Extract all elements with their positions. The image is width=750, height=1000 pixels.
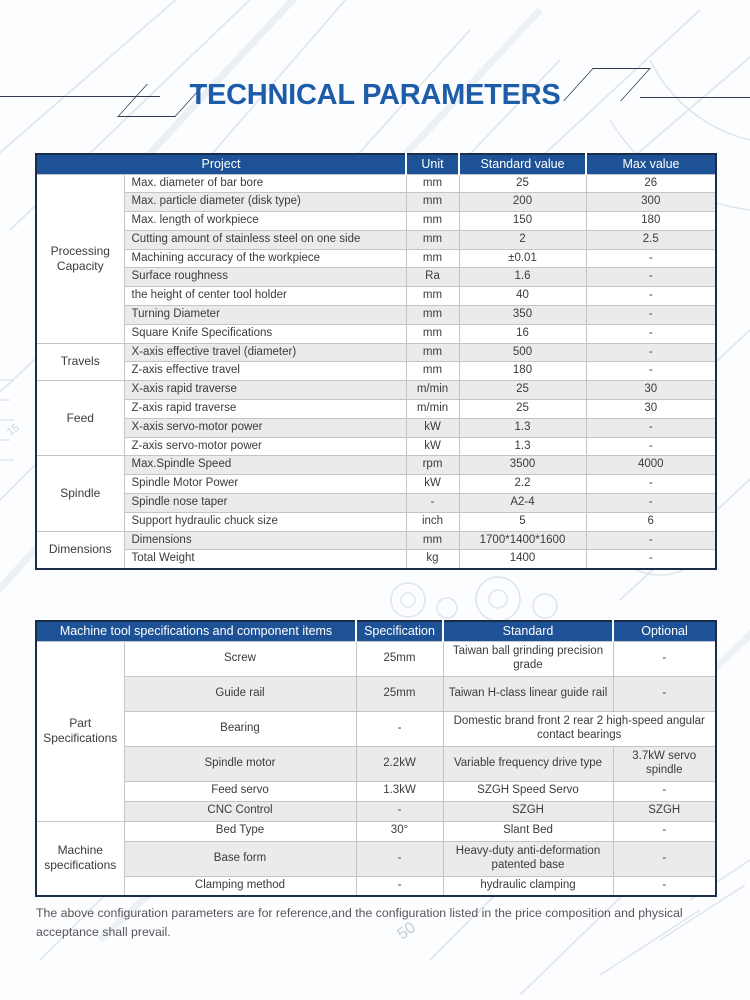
cell-project: Square Knife Specifications bbox=[124, 324, 406, 343]
cell-optional: - bbox=[613, 841, 716, 876]
cell-specification: - bbox=[356, 801, 443, 821]
table-row bbox=[36, 306, 716, 325]
cell-standard: 350 bbox=[459, 306, 586, 325]
cell-max: 180 bbox=[586, 212, 716, 231]
cell-unit: mm bbox=[406, 324, 459, 343]
cell-item: Feed servo bbox=[124, 781, 356, 801]
title-band bbox=[0, 0, 750, 140]
table-row bbox=[36, 249, 716, 268]
cell-standard: 500 bbox=[459, 343, 586, 362]
cell-standard: 1.3 bbox=[459, 418, 586, 437]
cell-standard: Slant Bed bbox=[443, 821, 613, 841]
cell-unit: kg bbox=[406, 550, 459, 569]
cell-standard: 2 bbox=[459, 230, 586, 249]
cell-unit: mm bbox=[406, 306, 459, 325]
cell-standard: hydraulic clamping bbox=[443, 876, 613, 896]
cell-standard: 5 bbox=[459, 512, 586, 531]
cell-specification: - bbox=[356, 841, 443, 876]
cell-item: CNC Control bbox=[124, 801, 356, 821]
table-row bbox=[36, 212, 716, 231]
table-row bbox=[36, 841, 716, 876]
cell-specification: 30° bbox=[356, 821, 443, 841]
cell-unit: kW bbox=[406, 475, 459, 494]
cell-standard: 1400 bbox=[459, 550, 586, 569]
cell-unit: inch bbox=[406, 512, 459, 531]
cell-standard: Taiwan ball grinding precision grade bbox=[443, 641, 613, 676]
cell-max: - bbox=[586, 531, 716, 550]
group-label-part-specifications: Part Specifications bbox=[36, 641, 124, 821]
header-specification: Specification bbox=[356, 621, 443, 641]
cell-project: Dimensions bbox=[124, 531, 406, 550]
cell-item: Screw bbox=[124, 641, 356, 676]
group-label-processing-capacity: Processing Capacity bbox=[36, 174, 124, 343]
cell-specification: - bbox=[356, 711, 443, 746]
cell-optional: - bbox=[613, 876, 716, 896]
cell-optional: - bbox=[613, 781, 716, 801]
cell-project: the height of center tool holder bbox=[124, 287, 406, 306]
table-header-row bbox=[36, 621, 716, 641]
cell-unit: mm bbox=[406, 212, 459, 231]
cell-item: Base form bbox=[124, 841, 356, 876]
header-unit: Unit bbox=[406, 154, 459, 174]
cell-specification: - bbox=[356, 876, 443, 896]
table-row bbox=[36, 512, 716, 531]
cell-unit: mm bbox=[406, 287, 459, 306]
header-project: Project bbox=[36, 154, 406, 174]
table-row bbox=[36, 230, 716, 249]
cell-standard: 25 bbox=[459, 174, 586, 193]
cell-max: 4000 bbox=[586, 456, 716, 475]
table-row bbox=[36, 193, 716, 212]
table-row bbox=[36, 494, 716, 513]
cell-max: - bbox=[586, 437, 716, 456]
cell-standard: 150 bbox=[459, 212, 586, 231]
cell-max: 30 bbox=[586, 400, 716, 419]
cell-standard-spanning: Domestic brand front 2 rear 2 high-speed angular contact bearings bbox=[443, 711, 716, 746]
cell-specification: 2.2kW bbox=[356, 746, 443, 781]
cell-unit: mm bbox=[406, 249, 459, 268]
cell-project: Total Weight bbox=[124, 550, 406, 569]
table-row bbox=[36, 711, 716, 746]
cell-standard: 40 bbox=[459, 287, 586, 306]
cell-standard: 180 bbox=[459, 362, 586, 381]
cell-max: - bbox=[586, 249, 716, 268]
cell-standard: SZGH Speed Servo bbox=[443, 781, 613, 801]
cell-optional: - bbox=[613, 641, 716, 676]
table-row bbox=[36, 801, 716, 821]
cell-max: - bbox=[586, 550, 716, 569]
table-row bbox=[36, 456, 716, 475]
cell-item: Guide rail bbox=[124, 676, 356, 711]
cell-project: X-axis servo-motor power bbox=[124, 418, 406, 437]
cell-project: Machining accuracy of the workpiece bbox=[124, 249, 406, 268]
cell-project: Z-axis rapid traverse bbox=[124, 400, 406, 419]
cell-standard: 16 bbox=[459, 324, 586, 343]
table-row bbox=[36, 437, 716, 456]
group-label-travels: Travels bbox=[36, 343, 124, 381]
cell-item: Bearing bbox=[124, 711, 356, 746]
table-row bbox=[36, 475, 716, 494]
header-standard-value: Standard value bbox=[459, 154, 586, 174]
table-row bbox=[36, 174, 716, 193]
cell-project: Max. diameter of bar bore bbox=[124, 174, 406, 193]
cell-standard: 1700*1400*1600 bbox=[459, 531, 586, 550]
sketch-numeral-50: 50 bbox=[394, 919, 419, 944]
cell-standard: 200 bbox=[459, 193, 586, 212]
cell-max: 30 bbox=[586, 381, 716, 400]
cell-unit: - bbox=[406, 494, 459, 513]
cell-standard: A2-4 bbox=[459, 494, 586, 513]
cell-optional: - bbox=[613, 676, 716, 711]
cell-unit: mm bbox=[406, 230, 459, 249]
cell-item: Bed Type bbox=[124, 821, 356, 841]
table-row bbox=[36, 781, 716, 801]
cell-project: Support hydraulic chuck size bbox=[124, 512, 406, 531]
cell-max: - bbox=[586, 418, 716, 437]
cell-project: Max. length of workpiece bbox=[124, 212, 406, 231]
cell-max: - bbox=[586, 475, 716, 494]
cell-max: - bbox=[586, 343, 716, 362]
cell-unit: m/min bbox=[406, 381, 459, 400]
group-label-dimensions: Dimensions bbox=[36, 531, 124, 569]
cell-unit: rpm bbox=[406, 456, 459, 475]
sketch-numeral-15: 15 bbox=[4, 421, 22, 439]
cell-project: Turning Diameter bbox=[124, 306, 406, 325]
cell-specification: 25mm bbox=[356, 676, 443, 711]
cell-standard: 2.2 bbox=[459, 475, 586, 494]
cell-standard: Heavy-duty anti-deformation patented base bbox=[443, 841, 613, 876]
header-standard: Standard bbox=[443, 621, 613, 641]
page-title: TECHNICAL PARAMETERS bbox=[189, 79, 561, 111]
cell-unit: mm bbox=[406, 343, 459, 362]
table-row bbox=[36, 268, 716, 287]
cell-project: Max.Spindle Speed bbox=[124, 456, 406, 475]
cell-max: 6 bbox=[586, 512, 716, 531]
cell-optional: 3.7kW servo spindle bbox=[613, 746, 716, 781]
cell-unit: kW bbox=[406, 437, 459, 456]
cell-standard: Taiwan H-class linear guide rail bbox=[443, 676, 613, 711]
cell-project: Max. particle diameter (disk type) bbox=[124, 193, 406, 212]
cell-specification: 1.3kW bbox=[356, 781, 443, 801]
table-row bbox=[36, 676, 716, 711]
table-header-row bbox=[36, 154, 716, 174]
cell-standard: 1.6 bbox=[459, 268, 586, 287]
cell-standard: SZGH bbox=[443, 801, 613, 821]
table-row bbox=[36, 381, 716, 400]
table-row bbox=[36, 418, 716, 437]
cell-unit: mm bbox=[406, 193, 459, 212]
cell-max: - bbox=[586, 287, 716, 306]
cell-max: 2.5 bbox=[586, 230, 716, 249]
cell-standard: 3500 bbox=[459, 456, 586, 475]
cell-max: - bbox=[586, 306, 716, 325]
cell-specification: 25mm bbox=[356, 641, 443, 676]
header-optional: Optional bbox=[613, 621, 716, 641]
cell-max: - bbox=[586, 494, 716, 513]
cell-optional: SZGH bbox=[613, 801, 716, 821]
cell-project: Spindle Motor Power bbox=[124, 475, 406, 494]
cell-max: 26 bbox=[586, 174, 716, 193]
cell-item: Clamping method bbox=[124, 876, 356, 896]
cell-project: Surface roughness bbox=[124, 268, 406, 287]
group-label-machine-specifications: Machine specifications bbox=[36, 821, 124, 896]
table-row bbox=[36, 343, 716, 362]
cell-unit: Ra bbox=[406, 268, 459, 287]
cell-standard: 1.3 bbox=[459, 437, 586, 456]
table-row bbox=[36, 362, 716, 381]
footer-disclaimer: The above configuration parameters are for reference,and the configuration listed in the price composition and physical acceptance shall prevail. bbox=[36, 906, 683, 940]
cell-max: 300 bbox=[586, 193, 716, 212]
group-label-feed: Feed bbox=[36, 381, 124, 456]
machine-specifications-table bbox=[35, 620, 717, 897]
cell-project: X-axis rapid traverse bbox=[124, 381, 406, 400]
cell-unit: mm bbox=[406, 531, 459, 550]
cell-project: Cutting amount of stainless steel on one side bbox=[124, 230, 406, 249]
cell-project: Spindle nose taper bbox=[124, 494, 406, 513]
cell-standard: ±0.01 bbox=[459, 249, 586, 268]
cell-unit: m/min bbox=[406, 400, 459, 419]
table-row bbox=[36, 746, 716, 781]
cell-max: - bbox=[586, 362, 716, 381]
table-row bbox=[36, 531, 716, 550]
table-row bbox=[36, 400, 716, 419]
cell-optional: - bbox=[613, 821, 716, 841]
cell-max: - bbox=[586, 268, 716, 287]
cell-unit: mm bbox=[406, 174, 459, 193]
header-component-items: Machine tool specifications and component items bbox=[36, 621, 356, 641]
cell-standard: Variable frequency drive type bbox=[443, 746, 613, 781]
table-row bbox=[36, 821, 716, 841]
table-row bbox=[36, 287, 716, 306]
technical-parameters-table bbox=[35, 153, 717, 570]
cell-max: - bbox=[586, 324, 716, 343]
group-label-spindle: Spindle bbox=[36, 456, 124, 531]
cell-standard: 25 bbox=[459, 400, 586, 419]
cell-project: Z-axis servo-motor power bbox=[124, 437, 406, 456]
cell-unit: kW bbox=[406, 418, 459, 437]
table-row bbox=[36, 324, 716, 343]
header-max-value: Max value bbox=[586, 154, 716, 174]
cell-unit: mm bbox=[406, 362, 459, 381]
table-row bbox=[36, 641, 716, 676]
table-row bbox=[36, 550, 716, 569]
cell-item: Spindle motor bbox=[124, 746, 356, 781]
cell-project: Z-axis effective travel bbox=[124, 362, 406, 381]
cell-project: X-axis effective travel (diameter) bbox=[124, 343, 406, 362]
cell-standard: 25 bbox=[459, 381, 586, 400]
table-row bbox=[36, 876, 716, 896]
